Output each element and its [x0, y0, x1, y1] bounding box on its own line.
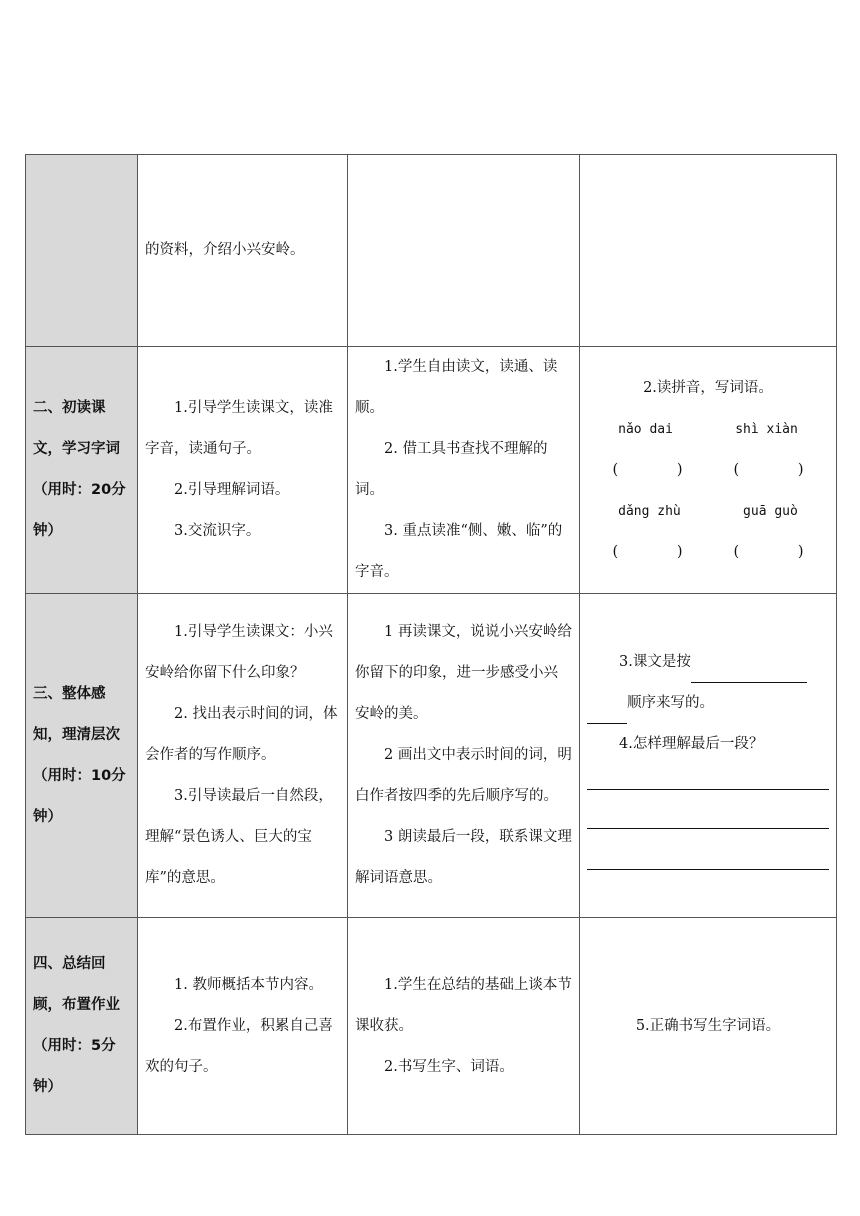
exercise-question: 顺序来写的。: [587, 683, 829, 724]
stage-cell: [26, 347, 138, 594]
answer-blank[interactable]: ( ): [612, 461, 683, 478]
stage-cell: [26, 918, 138, 1135]
teacher-activity-text: 2.引导理解词语。: [174, 482, 290, 498]
teacher-activity-text: 1. 教师概括本节内容。: [174, 976, 323, 993]
teacher-activity-text: 2.布置作业，积累自己喜欢的句子。: [145, 1017, 333, 1075]
exercise-question: 5.正确书写生字词语。: [635, 1017, 781, 1034]
student-activity-cell: [348, 918, 580, 1135]
pinyin-word: dǎng zhù: [618, 503, 681, 519]
student-activity-cell: [348, 594, 580, 918]
table-row: [26, 918, 837, 1135]
stage-cell: [26, 594, 138, 918]
answer-line[interactable]: [587, 837, 829, 870]
table-row: [26, 155, 837, 347]
stage-label: 三、整体感知，理清层次（用时：10分钟）: [33, 685, 126, 825]
student-activity-text: 1.学生在总结的基础上谈本节课收获。: [355, 976, 572, 1034]
teacher-activity-cell: [138, 594, 348, 918]
pinyin-word: guā guò: [743, 503, 798, 519]
stage-label: 二、初读课文，学习字词（用时：20分钟）: [33, 400, 126, 539]
answer-blank[interactable]: [691, 664, 807, 683]
answer-blank[interactable]: ( ): [612, 543, 683, 560]
teacher-activity-cell: [138, 155, 348, 347]
student-activity-text: 2 画出文中表示时间的词，明白作者按四季的先后顺序写的。: [355, 747, 572, 804]
table-row: [26, 347, 837, 594]
exercise-cell: [580, 918, 837, 1135]
answer-paren-row: [587, 450, 829, 491]
pinyin-word: shì xiàn: [735, 421, 798, 437]
student-activity-text: 1 再读课文，说说小兴安岭给你留下的印象，进一步感受小兴安岭的美。: [355, 624, 572, 722]
exercise-question: 3.课文是按: [587, 642, 829, 683]
student-activity-text: 1.学生自由读文，读通、读顺。: [355, 359, 558, 416]
teacher-activity-text: 3.交流识字。: [174, 523, 261, 539]
teacher-activity-text: 3.引导读最后一自然段，理解“景色诱人、巨大的宝库”的意思。: [145, 788, 333, 886]
exercise-title: 2.读拼音，写词语。: [643, 379, 773, 396]
lesson-plan-table: [25, 154, 837, 1135]
exercise-question: 4.怎样理解最后一段？: [619, 735, 764, 752]
student-activity-text: 2. 借工具书查找不理解的词。: [355, 441, 548, 498]
teacher-activity-text: 2. 找出表示时间的词，体会作者的写作顺序。: [145, 706, 338, 763]
exercise-cell: [580, 347, 837, 594]
answer-line[interactable]: [587, 796, 829, 829]
answer-blank[interactable]: [587, 705, 627, 724]
pinyin-word: nǎo dai: [618, 421, 673, 437]
student-activity-text: 3 朗读最后一段，联系课文理解词语意思。: [355, 829, 572, 886]
student-activity-text: 3. 重点读准“侧、嫩、临”的字音。: [355, 523, 563, 580]
exercise-cell: [580, 155, 837, 347]
student-activity-cell: [348, 347, 580, 594]
student-activity-text: 2.书写生字、词语。: [384, 1058, 514, 1075]
student-activity-cell: [348, 155, 580, 347]
pinyin-row: [587, 409, 829, 450]
table-row: [26, 594, 837, 918]
stage-label: 四、总结回顾，布置作业（用时：5分钟）: [33, 956, 120, 1095]
answer-blank[interactable]: ( ): [733, 543, 804, 560]
teacher-activity-text: 1.引导学生读课文，读准字音，读通句子。: [145, 400, 333, 457]
exercise-cell: [580, 594, 837, 918]
answer-blank[interactable]: ( ): [733, 461, 804, 478]
teacher-activity-text: 1.引导学生读课文：小兴安岭给你留下什么印象？: [145, 624, 333, 681]
teacher-activity-text: 的资料，介绍小兴安岭。: [145, 242, 305, 258]
stage-cell: [26, 155, 138, 347]
teacher-activity-cell: [138, 918, 348, 1135]
answer-paren-row: [587, 532, 829, 573]
pinyin-row: [587, 491, 829, 532]
teacher-activity-cell: [138, 347, 348, 594]
